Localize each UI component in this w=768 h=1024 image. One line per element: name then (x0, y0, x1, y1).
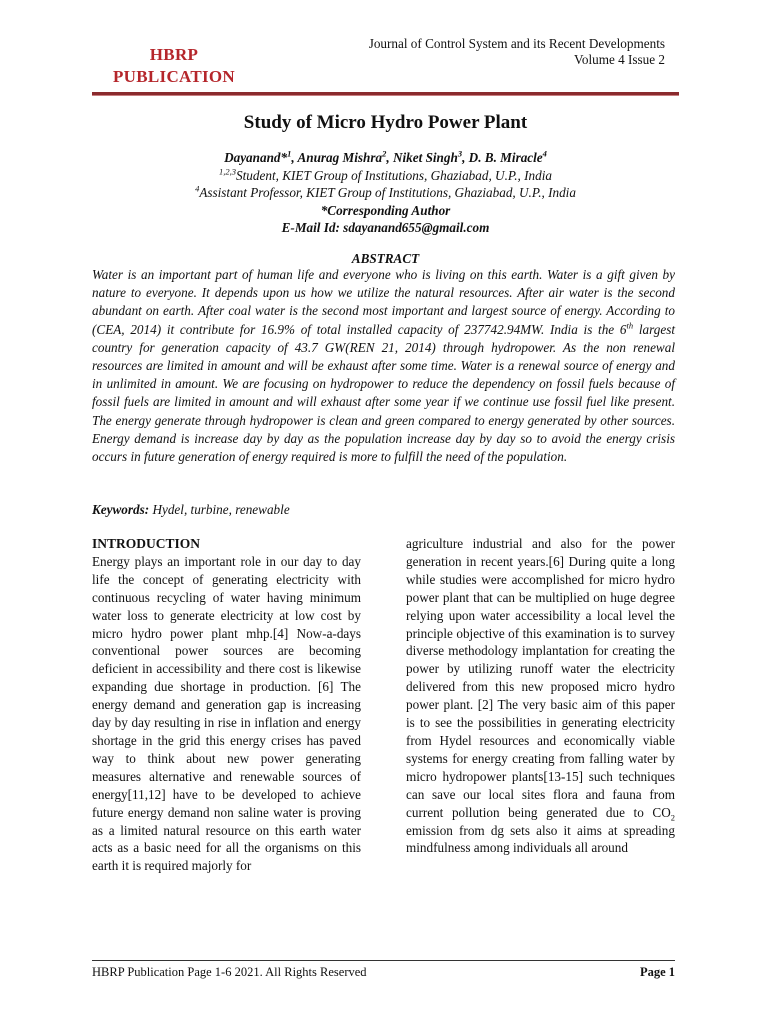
author-name: Anurag Mishra (297, 150, 383, 165)
keywords-text: Hydel, turbine, renewable (149, 502, 290, 517)
introduction-heading: INTRODUCTION (92, 536, 201, 551)
author-affiliation-mark: 4 (542, 148, 547, 159)
paper-title: Study of Micro Hydro Power Plant (243, 112, 528, 133)
abstract-body (92, 266, 675, 466)
abstract-heading: ABSTRACT (351, 251, 420, 266)
keywords-label: Keywords: (92, 502, 150, 517)
author-list (92, 149, 679, 167)
journal-volume: Volume 4 Issue 2 (574, 52, 665, 67)
author-affiliation-mark: 1 (287, 148, 292, 159)
author-name: D. B. Miracle (468, 150, 543, 165)
corresponding-author: *Corresponding Author (320, 202, 451, 218)
footer-copyright: HBRP Publication Page 1-6 2021. All Rights Reserved (92, 965, 367, 979)
author-email: E-Mail Id: sdayanand655@gmail.com (281, 220, 490, 235)
journal-name: Journal of Control System and its Recent Developments (368, 36, 665, 51)
affiliation (92, 167, 679, 185)
body-column-left (92, 535, 361, 875)
body-text-part: agriculture industrial and also for the power generation in recent years.[6] During quite a long while studies were accomplished for micro hydro power plant that can be multiplied on huge degree relying upon water accessibility a local level the principle objective of this examination is to survey diverse methodology implantation for creating the power by utilizing runoff water the electricity delivered from this new proposed micro hydro power plant. [2] The very basic aim of this paper is to see the possibilities in generating electricity from Hydel resources and economically viable systems for energy creating from falling water by micro hydropower plants[13-15] such techniques can save our local sites flora and fauna from current pollution being generated due to CO (406, 536, 675, 820)
header-divider (92, 92, 679, 96)
author-separator: , (291, 150, 298, 165)
body-text-part: emission from dg sets also it aims at spreading mindfulness among individuals all around (406, 822, 675, 856)
subscript: 2 (670, 812, 675, 823)
author-separator: , (462, 150, 469, 165)
abstract-text-part: Water is an important part of human life and everyone who is living on this earth. Water is a gift given by nature to everyone. It depends upon us how we utilize the natural resources. After air water is the second abundant on earth. After coal water is the second most important and largest source of energy. According to (CEA, 2014) it contribute for 16.9% of total installed capacity of 237742.94MW. India is the 6 (92, 267, 675, 337)
page-number: Page 1 (639, 965, 675, 979)
author-name: Niket Singh (392, 150, 458, 165)
introduction-text: Energy plays an important role in our day to day life the concept of generating electricity with continuous recycling of water having minimum water loss to generate electricity at low cost by micro hydro power plant mhp.[4] Now-a-days conventional power sources are becoming deficient in accessibility and there cost is likewise expanding due shortage in production. [6] The energy demand and generation gap is increasing day by day resulting in rise in inflation and energy shortage in the grid this energy crises has paved way to think about new power generating measures alternative and renewable sources of energy[11,12] have to be developed to achieve future energy demand non saline water is proving as a limited natural resource on this earth water acts as a basic need for all the organisms on this earth it is required majorly for (92, 553, 361, 874)
author-affiliation-mark: 3 (457, 148, 463, 159)
affiliation-text: Student, KIET Group of Institutions, Ghaziabad, U.P., India (236, 167, 552, 183)
abstract-superscript: th (626, 320, 634, 331)
footer-divider (92, 960, 675, 961)
keywords (92, 501, 675, 519)
author-name: Dayanand* (224, 150, 288, 165)
author-affiliation-mark: 2 (382, 148, 387, 159)
publisher-name: HBRP (149, 45, 199, 64)
publisher-logo (104, 44, 244, 88)
publisher-subtitle: PUBLICATION (112, 67, 235, 86)
author-separator: , (386, 150, 393, 165)
author-block (92, 149, 679, 237)
journal-info (265, 36, 665, 68)
affiliation-text: Assistant Professor, KIET Group of Institutions, Ghaziabad, U.P., India (199, 185, 576, 200)
affiliation-mark: 1,2,3 (219, 166, 237, 177)
body-column-right (406, 535, 675, 857)
affiliation-mark: 4 (195, 183, 200, 194)
abstract-text-part: largest country for generation capacity of 43.7 GW(REN 21, 2014) through hydropower. As the non renewal resources are limited in amount and will be exhaust after some time. Water is a renewal source of energy and in unlimited in amount. We are focusing on hydropower to reduce the dependency on fossil fuels because of fossil fuels are limited in amount and will exhaust after some year if we continue use fossil fuel like present. The energy generate through hydropower is clean and green compared to energy generated by other sources. Energy demand is increase day by day as the population increase day by day so to avoid the energy crisis occurs in future generation of energy required is more to fulfill the need of the population. (92, 321, 675, 465)
affiliation (92, 184, 679, 202)
